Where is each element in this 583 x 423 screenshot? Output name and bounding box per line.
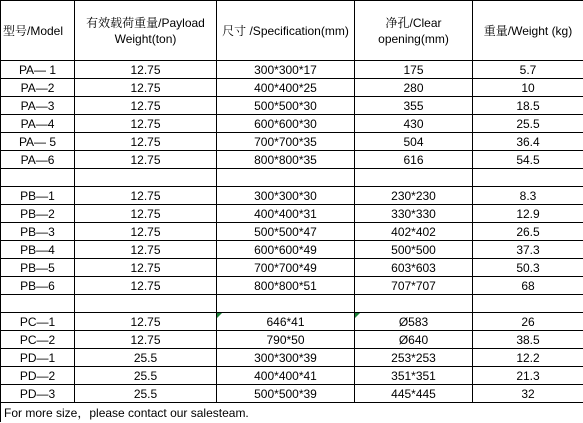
cell-payload[interactable]: 12.75: [75, 61, 217, 79]
cell-spec[interactable]: 300*300*17: [217, 61, 355, 79]
blank-cell[interactable]: [217, 169, 355, 187]
cell-model[interactable]: PB—6: [1, 277, 75, 295]
cell-model[interactable]: PA—2: [1, 79, 75, 97]
cell-weight[interactable]: 26: [473, 313, 583, 331]
cell-payload[interactable]: 12.75: [75, 331, 217, 349]
cell-model[interactable]: PC—1: [1, 313, 75, 331]
cell-opening[interactable]: 175: [355, 61, 473, 79]
cell-weight[interactable]: 10: [473, 79, 583, 97]
cell-spec[interactable]: 600*600*49: [217, 241, 355, 259]
cell-payload[interactable]: 12.75: [75, 97, 217, 115]
cell-opening[interactable]: 330*330: [355, 205, 473, 223]
cell-opening[interactable]: 500*500: [355, 241, 473, 259]
table-row: [1, 385, 583, 403]
cell-weight[interactable]: 37.3: [473, 241, 583, 259]
cell-model[interactable]: PA—6: [1, 151, 75, 169]
header-payload[interactable]: 有效载荷重量/Payload Weight(ton): [75, 1, 217, 61]
table-row: [1, 151, 583, 169]
note-row: [1, 403, 583, 423]
cell-spec[interactable]: 500*500*30: [217, 97, 355, 115]
cell-opening[interactable]: 355: [355, 97, 473, 115]
table-row: [1, 277, 583, 295]
table-row: [1, 79, 583, 97]
cell-spec[interactable]: 300*300*39: [217, 349, 355, 367]
table-row: [1, 97, 583, 115]
cell-weight[interactable]: 12.9: [473, 205, 583, 223]
cell-spec[interactable]: 400*400*31: [217, 205, 355, 223]
blank-cell[interactable]: [1, 295, 75, 313]
cell-spec[interactable]: 700*700*49: [217, 259, 355, 277]
cell-model[interactable]: PB—3: [1, 223, 75, 241]
table-row: [1, 331, 583, 349]
cell-opening[interactable]: 707*707: [355, 277, 473, 295]
table-row: [1, 187, 583, 205]
cell-model[interactable]: PA— 1: [1, 61, 75, 79]
cell-payload[interactable]: 25.5: [75, 349, 217, 367]
cell-model[interactable]: PB—2: [1, 205, 75, 223]
blank-cell[interactable]: [1, 169, 75, 187]
table-row: [1, 223, 583, 241]
cell-model[interactable]: PB—4: [1, 241, 75, 259]
cell-payload[interactable]: 12.75: [75, 259, 217, 277]
cell-opening[interactable]: 603*603: [355, 259, 473, 277]
cell-model[interactable]: PB—1: [1, 187, 75, 205]
blank-row: [1, 295, 583, 313]
cell-payload[interactable]: 12.75: [75, 115, 217, 133]
header-opening[interactable]: 净孔/Clear opening(mm): [355, 1, 473, 61]
cell-weight[interactable]: 68: [473, 277, 583, 295]
cell-spec[interactable]: 400*400*25: [217, 79, 355, 97]
cell-payload[interactable]: 12.75: [75, 241, 217, 259]
cell-opening[interactable]: 280: [355, 79, 473, 97]
contact-note[interactable]: [1, 403, 583, 423]
cell-opening[interactable]: 616: [355, 151, 473, 169]
table-row: [1, 349, 583, 367]
cell-model[interactable]: PC—2: [1, 331, 75, 349]
cell-model[interactable]: PA— 5: [1, 133, 75, 151]
cell-weight[interactable]: 32: [473, 385, 583, 403]
cell-spec-text: 646*41: [266, 314, 305, 329]
cell-opening[interactable]: 445*445: [355, 385, 473, 403]
table-row: [1, 61, 583, 79]
table-row: [1, 115, 583, 133]
cell-opening[interactable]: 402*402: [355, 223, 473, 241]
blank-row: [1, 169, 583, 187]
blank-cell[interactable]: [75, 295, 217, 313]
cell-model[interactable]: PD—3: [1, 385, 75, 403]
header-weight[interactable]: 重量/Weight (kg): [473, 1, 583, 61]
cell-payload[interactable]: 25.5: [75, 367, 217, 385]
comment-marker-icon: [217, 313, 222, 318]
cell-weight[interactable]: 54.5: [473, 151, 583, 169]
cell-payload[interactable]: 12.75: [75, 79, 217, 97]
table-row: [1, 205, 583, 223]
cell-model[interactable]: PA—3: [1, 97, 75, 115]
cell-weight[interactable]: 18.5: [473, 97, 583, 115]
blank-cell[interactable]: [355, 169, 473, 187]
header-spec[interactable]: 尺寸 /Specification(mm): [217, 1, 355, 61]
cell-opening[interactable]: 430: [355, 115, 473, 133]
cell-weight[interactable]: 21.3: [473, 367, 583, 385]
cell-payload[interactable]: 12.75: [75, 223, 217, 241]
cell-weight[interactable]: 38.5: [473, 331, 583, 349]
header-model[interactable]: 型号/Model: [1, 1, 75, 61]
cell-spec[interactable]: [217, 313, 355, 331]
blank-cell[interactable]: [75, 169, 217, 187]
table-row: [1, 133, 583, 151]
blank-cell[interactable]: [355, 295, 473, 313]
cell-payload[interactable]: 12.75: [75, 187, 217, 205]
cell-spec[interactable]: 600*600*30: [217, 115, 355, 133]
comment-marker-icon: [355, 313, 360, 318]
cell-payload[interactable]: 12.75: [75, 151, 217, 169]
cell-opening[interactable]: [355, 313, 473, 331]
cell-spec[interactable]: 800*800*35: [217, 151, 355, 169]
cell-model[interactable]: PD—1: [1, 349, 75, 367]
cell-opening-text: Ø583: [398, 314, 429, 329]
cell-spec[interactable]: 700*700*35: [217, 133, 355, 151]
cell-opening[interactable]: 253*253: [355, 349, 473, 367]
cell-opening[interactable]: 230*230: [355, 187, 473, 205]
table-row: [1, 259, 583, 277]
cell-model[interactable]: PB—5: [1, 259, 75, 277]
cell-spec[interactable]: 400*400*41: [217, 367, 355, 385]
cell-spec[interactable]: 790*50: [217, 331, 355, 349]
cell-weight[interactable]: 50.3: [473, 259, 583, 277]
contact-note-text: For more size，please contact our salesteam.: [4, 405, 249, 420]
cell-weight[interactable]: 36.4: [473, 133, 583, 151]
cell-weight[interactable]: 25.5: [473, 115, 583, 133]
table-row: [1, 367, 583, 385]
cell-opening[interactable]: 351*351: [355, 367, 473, 385]
cell-weight[interactable]: 12.2: [473, 349, 583, 367]
table-row: [1, 241, 583, 259]
cell-payload[interactable]: 25.5: [75, 385, 217, 403]
cell-spec[interactable]: 500*500*39: [217, 385, 355, 403]
cell-model[interactable]: PD—2: [1, 367, 75, 385]
cell-weight[interactable]: 8.3: [473, 187, 583, 205]
cell-spec[interactable]: 300*300*30: [217, 187, 355, 205]
cell-opening[interactable]: Ø640: [355, 331, 473, 349]
cell-model[interactable]: PA—4: [1, 115, 75, 133]
header-row: [1, 1, 583, 61]
cell-opening[interactable]: 504: [355, 133, 473, 151]
cell-spec[interactable]: 500*500*47: [217, 223, 355, 241]
cell-weight[interactable]: 5.7: [473, 61, 583, 79]
table-row: [1, 313, 583, 331]
blank-cell[interactable]: [473, 169, 583, 187]
cell-payload[interactable]: 12.75: [75, 313, 217, 331]
cell-payload[interactable]: 12.75: [75, 277, 217, 295]
cell-payload[interactable]: 12.75: [75, 205, 217, 223]
blank-cell[interactable]: [473, 295, 583, 313]
cell-payload[interactable]: 12.75: [75, 133, 217, 151]
blank-cell[interactable]: [217, 295, 355, 313]
cell-weight[interactable]: 26.5: [473, 223, 583, 241]
cell-spec[interactable]: 800*800*51: [217, 277, 355, 295]
